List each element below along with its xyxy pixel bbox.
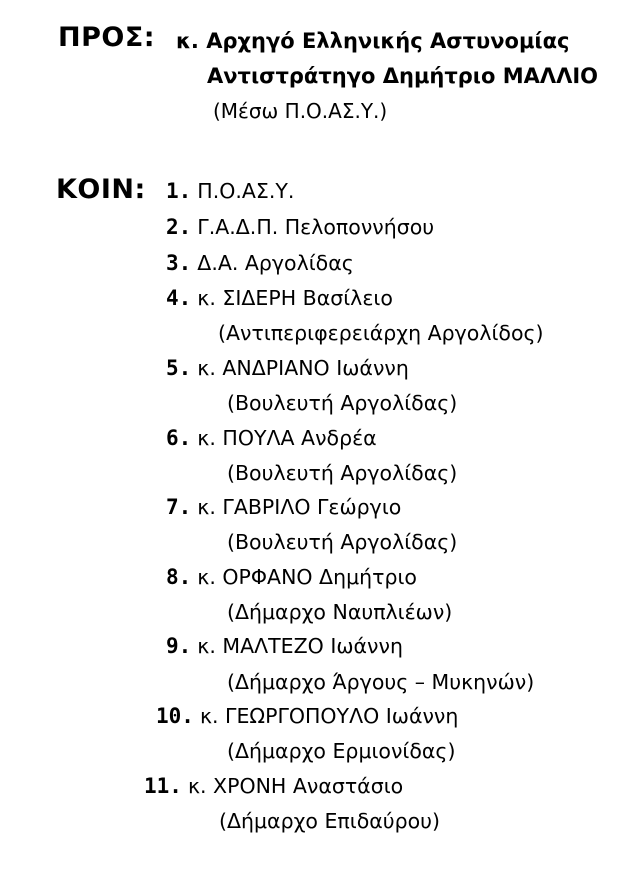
koin-item-number: 4.	[166, 286, 192, 310]
koin-item-7	[166, 495, 401, 519]
koin-item-6-role: (Βουλευτή Αργολίδας)	[227, 461, 458, 485]
koin-item-10	[156, 704, 458, 728]
koin-item-number: 7.	[166, 495, 192, 519]
koin-label: ΚΟΙΝ:	[56, 174, 146, 205]
koin-item-number: 9.	[166, 634, 192, 658]
koin-item-number: 3.	[166, 251, 192, 275]
koin-item-7-role: (Βουλευτή Αργολίδας)	[227, 530, 458, 554]
koin-item-number: 2.	[166, 215, 192, 239]
koin-item-8	[166, 565, 417, 589]
koin-item-text: κ. ΧΡΟΝΗ Αναστάσιο	[187, 774, 404, 798]
koin-item-number: 11.	[144, 774, 182, 798]
koin-item-1	[166, 179, 294, 203]
pros-recipient-line-1: κ. Αρχηγό Ελληνικής Αστυνομίας	[176, 29, 570, 53]
koin-item-4-role: (Αντιπεριφερειάρχη Αργολίδος)	[218, 321, 544, 345]
pros-via-line: (Μέσω Π.Ο.ΑΣ.Υ.)	[213, 99, 388, 123]
koin-item-9	[166, 634, 403, 658]
koin-item-6	[166, 426, 377, 450]
koin-item-text: κ. ΟΡΦΑΝΟ Δημήτριο	[197, 565, 417, 589]
koin-item-11-role: (Δήμαρχο Επιδαύρου)	[219, 809, 441, 833]
koin-item-number: 8.	[166, 565, 192, 589]
koin-item-text: Γ.Α.Δ.Π. Πελοποννήσου	[197, 215, 435, 239]
koin-item-11	[144, 774, 403, 798]
koin-item-number: 6.	[166, 426, 192, 450]
koin-item-4	[166, 286, 393, 310]
koin-item-10-role: (Δήμαρχο Ερμιονίδας)	[227, 739, 456, 763]
koin-item-5-role: (Βουλευτή Αργολίδας)	[227, 391, 458, 415]
koin-item-number: 10.	[156, 704, 194, 728]
koin-item-text: κ. ΜΑΛΤΕΖΟ Ιωάννη	[197, 634, 403, 658]
koin-item-9-role: (Δήμαρχο Άργους – Μυκηνών)	[227, 670, 535, 694]
koin-item-3	[166, 251, 354, 275]
koin-item-text: κ. ΑΝΔΡΙΑΝΟ Ιωάννη	[197, 356, 409, 380]
pros-recipient-line-2: Αντιστράτηγο Δημήτριο ΜΑΛΛΙΟ	[207, 64, 599, 88]
koin-item-text: κ. ΣΙΔΕΡΗ Βασίλειο	[197, 286, 393, 310]
koin-item-number: 1.	[166, 179, 192, 203]
pros-label: ΠΡΟΣ:	[58, 22, 156, 53]
koin-item-text: κ. ΓΕΩΡΓΟΠΟΥΛΟ Ιωάννη	[199, 704, 459, 728]
koin-item-2	[166, 215, 434, 239]
koin-item-number: 5.	[166, 356, 192, 380]
koin-item-5	[166, 356, 409, 380]
koin-item-text: Π.Ο.ΑΣ.Υ.	[197, 179, 295, 203]
koin-item-text: κ. ΓΑΒΡΙΛΟ Γεώργιο	[197, 495, 402, 519]
koin-item-text: Δ.Α. Αργολίδας	[197, 251, 354, 275]
koin-item-text: κ. ΠΟΥΛΑ Ανδρέα	[197, 426, 377, 450]
koin-item-8-role: (Δήμαρχο Ναυπλιέων)	[227, 600, 453, 624]
